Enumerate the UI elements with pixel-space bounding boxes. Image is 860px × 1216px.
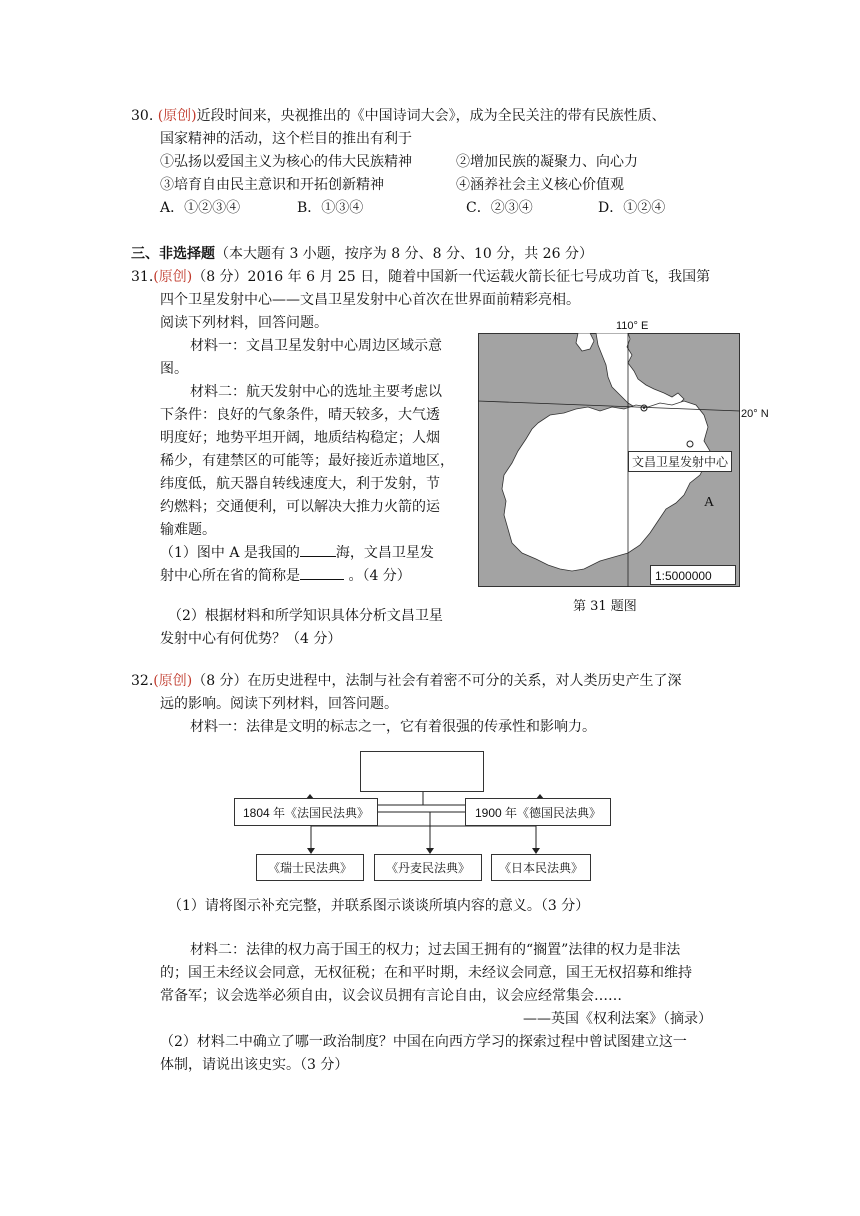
diagram-top-blank-box[interactable] xyxy=(360,751,484,792)
q30-tag: (原创) xyxy=(157,108,197,124)
q32-sub1: （1）请将图示补充完整，并联系图示谈谈所填内容的意义。（3 分） xyxy=(168,898,590,914)
q31-material2-line3: 明度好；地势平坦开阔，地质结构稳定；人烟 xyxy=(160,430,440,446)
q31-sub1-text-c: 射中心所在省的简称是 xyxy=(160,568,300,584)
q30-stem-line2: 国家精神的活动，这个栏目的推出有利于 xyxy=(160,131,412,147)
section3-desc: （本大题有 3 小题，按序为 8 分、8 分、10 分，共 26 分） xyxy=(215,246,593,262)
q31-number: 31. xyxy=(131,269,154,285)
q30-choice-d: D．①②④ xyxy=(598,200,666,216)
q32-tag: (原创) xyxy=(153,673,193,689)
diagram-bottom-box-2: 《丹麦民法典》 xyxy=(374,854,482,881)
q31-line2: 四个卫星发射中心——文昌卫星发射中心首次在世界面前精彩亮相。 xyxy=(160,292,580,308)
q30-choice-a: A．①②③④ xyxy=(160,200,241,216)
diagram-bottom-box-1: 《瑞士民法典》 xyxy=(256,854,364,881)
q31-sub1-text-a: （1）图中 A 是我国的 xyxy=(160,545,300,561)
q32-material2-line2: 的；国王未经议会同意，无权征税；在和平时期，未经议会同意，国王无权招募和维持 xyxy=(160,965,692,981)
map-scale-box: 1:5000000 xyxy=(650,565,736,585)
q30-number: 30. xyxy=(131,108,154,124)
q30-option-2: ②增加民族的凝聚力、向心力 xyxy=(456,154,638,170)
q31-material2-line1: 材料二：航天发射中心的选址主要考虑以 xyxy=(190,384,442,400)
map-sea-label-a: A xyxy=(704,495,715,510)
map-longitude-label: 110° E xyxy=(616,320,649,332)
q32-sub2-line2: 体制，请说出该史实。（3 分） xyxy=(160,1057,349,1073)
q32-line2: 远的影响。阅读下列材料，回答问题。 xyxy=(160,696,398,712)
q32-line1-text: （8 分）在历史进程中，法制与社会有着密不可分的关系，对人类历史产生了深 xyxy=(192,673,682,689)
q31-material2-line4: 稀少，有建禁区的可能等；最好接近赤道地区， xyxy=(160,453,454,469)
q31-material1-b: 图。 xyxy=(160,361,188,377)
q32-number: 32. xyxy=(131,673,154,689)
q32-sub2-line1: （2）材料二中确立了哪一政治制度？中国在向西方学习的探索过程中曾试图建立这一 xyxy=(160,1034,687,1050)
q31-material2-line5: 纬度低，航天器自转线速度大，利于发射，节 xyxy=(160,476,440,492)
map-caption: 第 31 题图 xyxy=(573,599,637,614)
q31-sub2-line1: （2）根据材料和所学知识具体分析文昌卫星 xyxy=(168,608,443,624)
map-latitude-label: 20° N xyxy=(741,408,769,420)
diagram-right-box: 1900 年《德国民法典》 xyxy=(465,798,611,826)
q30-option-4: ④涵养社会主义核心价值观 xyxy=(456,177,624,193)
q31-material2-line2: 下条件：良好的气象条件，晴天较多，大气透 xyxy=(160,407,440,423)
q31-sub1-text-d: 。（4 分） xyxy=(344,568,411,584)
q30-option-1: ①弘扬以爱国主义为核心的伟大民族精神 xyxy=(160,154,412,170)
q30-stem-text: 近段时间来，央视推出的《中国诗词大会》，成为全民关注的带有民族性质、 xyxy=(196,108,666,124)
q31-material2-line7: 输难题。 xyxy=(160,522,216,538)
q31-sub2-line2: 发射中心有何优势？（4 分） xyxy=(160,631,342,647)
q30-choice-c: C．②③④ xyxy=(466,200,533,216)
q31-material2-line6: 约燃料；交通便利，可以解决大推力火箭的运 xyxy=(160,499,440,515)
diagram-bottom-box-3: 《日本民法典》 xyxy=(491,854,591,881)
q31-line3: 阅读下列材料，回答问题。 xyxy=(160,315,328,331)
section3-title: 三、非选择题 xyxy=(131,246,215,262)
map-center-label: 文昌卫星发射中心 xyxy=(628,451,732,472)
diagram-left-box: 1804 年《法国民法典》 xyxy=(234,798,378,826)
q31-line1-text: （8 分）2016 年 6 月 25 日，随着中国新一代运载火箭长征七号成功首飞，我国第 xyxy=(192,269,711,285)
q30-choice-b: B．①③④ xyxy=(297,200,364,216)
q32-material2-line3: 常备军；议会选举必须自由，议会议员拥有言论自由，议会应经常集会…… xyxy=(160,988,622,1004)
q30-option-3: ③培育自由民主意识和开拓创新精神 xyxy=(160,177,384,193)
q32-material2-line1: 材料二：法律的权力高于国王的权力；过去国王拥有的“搁置”法律的权力是非法 xyxy=(190,942,681,958)
q32-source: ——英国《权利法案》（摘录） xyxy=(523,1011,712,1027)
q32-material1: 材料一：法律是文明的标志之一，它有着很强的传承性和影响力。 xyxy=(190,719,596,735)
q31-tag: (原创) xyxy=(153,269,193,285)
q31-material1-a: 材料一：文昌卫星发射中心周边区域示意 xyxy=(190,338,442,354)
q31-sub1-text-b: 海，文昌卫星发 xyxy=(335,545,434,561)
